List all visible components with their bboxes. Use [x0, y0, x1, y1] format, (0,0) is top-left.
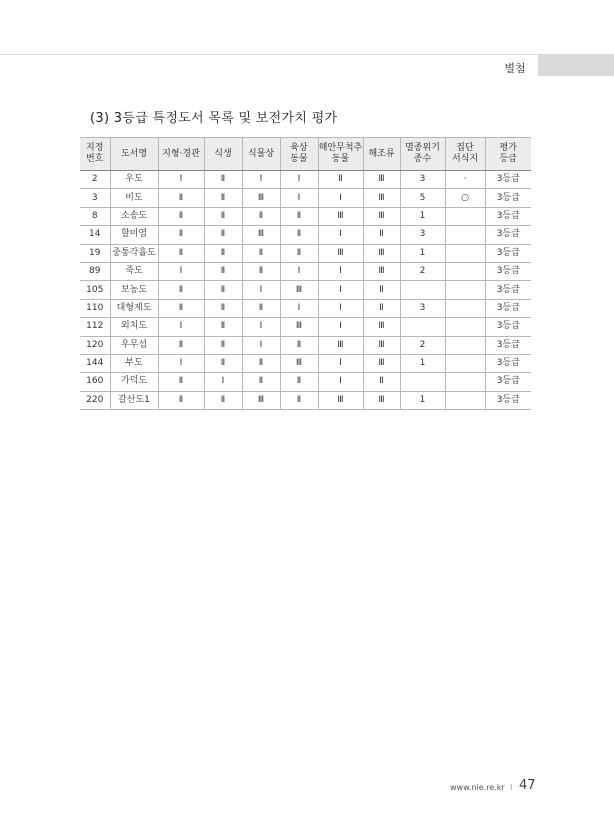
column-header	[445, 138, 485, 171]
table-cell: Ⅰ	[318, 262, 363, 280]
table-cell: 160	[80, 373, 110, 391]
table-cell: Ⅱ	[242, 354, 280, 372]
table-cell: Ⅲ	[318, 207, 363, 225]
column-header-line: 식생	[214, 148, 232, 159]
table-cell: 3등급	[485, 391, 531, 409]
table-cell: 3등급	[485, 171, 531, 189]
table-cell: Ⅲ	[280, 354, 318, 372]
table-cell: 죽도	[110, 262, 158, 280]
section-title: (3) 3등급 특정도서 목록 및 보전가치 평가	[90, 111, 338, 126]
table-cell: Ⅱ	[280, 226, 318, 244]
column-header	[363, 138, 400, 171]
table-cell: Ⅱ	[280, 244, 318, 262]
table-row	[80, 171, 531, 189]
appendix-label: 별첨	[504, 62, 526, 75]
footer-separator: I	[510, 783, 513, 792]
table-cell: Ⅱ	[204, 318, 242, 336]
table-cell: Ⅱ	[204, 391, 242, 409]
table-cell: 3등급	[485, 354, 531, 372]
table-cell: 할미염	[110, 226, 158, 244]
column-header-line: 번호	[86, 154, 104, 164]
table-cell: ○	[445, 189, 485, 207]
table-cell: 비도	[110, 189, 158, 207]
table-cell: Ⅱ	[242, 207, 280, 225]
table-cell: 우무섬	[110, 336, 158, 354]
table-cell: Ⅱ	[158, 391, 204, 409]
table-cell: Ⅰ	[242, 318, 280, 336]
table-cell: 부도	[110, 354, 158, 372]
table-cell: Ⅱ	[158, 299, 204, 317]
table-cell: Ⅰ	[318, 299, 363, 317]
table-cell: 144	[80, 354, 110, 372]
table-cell: Ⅲ	[318, 244, 363, 262]
table-row	[80, 207, 531, 225]
column-header	[110, 138, 158, 171]
table-row	[80, 299, 531, 317]
table-cell: 갈산도1	[110, 391, 158, 409]
table-cell	[445, 281, 485, 299]
appendix-tab-block	[538, 54, 614, 76]
table-cell: Ⅱ	[318, 171, 363, 189]
column-header-line: 해조류	[368, 148, 395, 159]
page-number: 47	[519, 778, 536, 793]
table-cell: Ⅲ	[280, 318, 318, 336]
table-cell: 19	[80, 244, 110, 262]
table-cell: 3등급	[485, 226, 531, 244]
table-cell	[445, 262, 485, 280]
column-header	[400, 138, 445, 171]
table-cell	[445, 391, 485, 409]
table-cell: Ⅱ	[242, 262, 280, 280]
table-cell: Ⅲ	[280, 281, 318, 299]
table-row	[80, 226, 531, 244]
table-cell: Ⅱ	[204, 336, 242, 354]
table-cell	[445, 207, 485, 225]
table-row	[80, 391, 531, 409]
column-header-line: 멸종위기	[405, 143, 440, 153]
column-header-line: 도서명	[120, 148, 148, 159]
table-cell: 3등급	[485, 244, 531, 262]
table-cell: Ⅱ	[204, 207, 242, 225]
header-rule	[0, 54, 614, 55]
table-cell: Ⅲ	[242, 226, 280, 244]
column-header-line: 동물	[290, 154, 308, 164]
table-cell: Ⅱ	[204, 262, 242, 280]
table-cell: 외치도	[110, 318, 158, 336]
table-cell: Ⅲ	[242, 189, 280, 207]
table-cell: Ⅰ	[280, 171, 318, 189]
table-cell: 3등급	[485, 318, 531, 336]
table-cell: Ⅱ	[204, 226, 242, 244]
table-cell: 14	[80, 226, 110, 244]
table-cell	[445, 299, 485, 317]
table-cell: 3등급	[485, 299, 531, 317]
table-row	[80, 281, 531, 299]
table-cell: Ⅱ	[204, 189, 242, 207]
table-cell	[445, 318, 485, 336]
table-cell: Ⅱ	[363, 281, 400, 299]
table-row	[80, 262, 531, 280]
table-cell: Ⅲ	[363, 336, 400, 354]
island-evaluation-table	[80, 137, 531, 410]
table-cell: 2	[80, 171, 110, 189]
table-cell: 3	[400, 299, 445, 317]
column-header	[318, 138, 363, 171]
table-cell: Ⅰ	[318, 189, 363, 207]
table-cell	[445, 244, 485, 262]
table-cell: Ⅰ	[242, 336, 280, 354]
table-cell: Ⅱ	[158, 281, 204, 299]
table-cell	[400, 281, 445, 299]
table-cell: 중통각흘도	[110, 244, 158, 262]
table-cell	[445, 226, 485, 244]
column-header-line: 육상	[290, 143, 308, 153]
table-cell: Ⅰ	[318, 373, 363, 391]
table-cell: 112	[80, 318, 110, 336]
table-cell: Ⅰ	[158, 354, 204, 372]
table-cell: Ⅱ	[363, 299, 400, 317]
table-cell: 1	[400, 207, 445, 225]
table-cell: Ⅲ	[363, 354, 400, 372]
table-cell: Ⅲ	[318, 336, 363, 354]
table-cell: 2	[400, 262, 445, 280]
table-cell: Ⅱ	[204, 354, 242, 372]
column-header	[242, 138, 280, 171]
column-header	[80, 138, 110, 171]
table-cell: 우도	[110, 171, 158, 189]
table-cell: Ⅰ	[242, 171, 280, 189]
table-cell: 3등급	[485, 373, 531, 391]
table-row	[80, 318, 531, 336]
table-cell: 3등급	[485, 281, 531, 299]
column-header-line: 서식지	[451, 154, 479, 164]
table-cell: Ⅲ	[363, 262, 400, 280]
table-cell: Ⅱ	[280, 373, 318, 391]
column-header	[485, 138, 531, 171]
table-cell: Ⅱ	[158, 207, 204, 225]
column-header-line: 식물상	[247, 148, 275, 159]
table-cell: Ⅱ	[280, 391, 318, 409]
column-header-line: 지형·경관	[162, 148, 200, 159]
table-cell: 3등급	[485, 262, 531, 280]
table-cell: 89	[80, 262, 110, 280]
table-cell: Ⅰ	[318, 318, 363, 336]
table-cell: 3등급	[485, 336, 531, 354]
table-cell: 가덕도	[110, 373, 158, 391]
table-cell: 105	[80, 281, 110, 299]
table-cell: Ⅱ	[204, 281, 242, 299]
table-cell: Ⅲ	[363, 207, 400, 225]
table-cell: ·	[445, 171, 485, 189]
table-cell: Ⅰ	[280, 299, 318, 317]
table-cell: 5	[400, 189, 445, 207]
table-cell: Ⅰ	[204, 373, 242, 391]
footer-url: www.nie.re.kr	[450, 783, 505, 792]
table-cell: 소송도	[110, 207, 158, 225]
table-cell: 3	[400, 171, 445, 189]
column-header	[158, 138, 204, 171]
table-cell	[445, 336, 485, 354]
column-header	[280, 138, 318, 171]
table-cell	[445, 373, 485, 391]
table-cell: Ⅲ	[363, 244, 400, 262]
table-cell: 3	[80, 189, 110, 207]
table-cell: Ⅱ	[280, 336, 318, 354]
table-cell: 1	[400, 354, 445, 372]
table-row	[80, 373, 531, 391]
table-cell: Ⅱ	[158, 244, 204, 262]
table-cell: 보농도	[110, 281, 158, 299]
column-header-line: 집단	[456, 143, 474, 153]
table-cell: Ⅱ	[242, 299, 280, 317]
table-cell: 3등급	[485, 189, 531, 207]
table-cell: Ⅲ	[318, 391, 363, 409]
table-cell: Ⅱ	[158, 226, 204, 244]
table-cell: Ⅰ	[318, 226, 363, 244]
table-cell: Ⅱ	[158, 189, 204, 207]
table-cell: Ⅲ	[363, 189, 400, 207]
table-cell: Ⅱ	[280, 207, 318, 225]
table-cell: 3등급	[485, 207, 531, 225]
table-cell: Ⅰ	[318, 281, 363, 299]
table-cell: Ⅱ	[204, 244, 242, 262]
table-cell: 110	[80, 299, 110, 317]
table-cell: Ⅰ	[158, 262, 204, 280]
table-cell: Ⅱ	[242, 244, 280, 262]
table-cell: Ⅱ	[363, 373, 400, 391]
column-header-line: 해안무척추	[318, 143, 363, 153]
table-cell: Ⅰ	[280, 189, 318, 207]
table-cell: 120	[80, 336, 110, 354]
table-cell: Ⅲ	[363, 318, 400, 336]
table-cell: Ⅱ	[158, 373, 204, 391]
table-cell: Ⅱ	[204, 171, 242, 189]
table-cell: 3	[400, 226, 445, 244]
table-cell	[445, 354, 485, 372]
table-cell: 8	[80, 207, 110, 225]
table-cell: Ⅲ	[363, 171, 400, 189]
column-header-line: 종수	[413, 154, 432, 164]
column-header-line: 동물	[331, 154, 350, 164]
table-cell	[400, 373, 445, 391]
table-header-row	[80, 138, 531, 171]
table-cell: Ⅱ	[204, 299, 242, 317]
table-cell: Ⅱ	[363, 226, 400, 244]
table-body	[80, 171, 531, 410]
table-cell: Ⅰ	[158, 171, 204, 189]
table-cell: Ⅱ	[242, 373, 280, 391]
table-cell: Ⅰ	[280, 262, 318, 280]
table-row	[80, 189, 531, 207]
table-row	[80, 244, 531, 262]
table-cell: 1	[400, 244, 445, 262]
column-header-line: 지정	[86, 143, 104, 153]
table-row	[80, 354, 531, 372]
column-header-line: 평가	[499, 143, 517, 153]
table-cell	[400, 318, 445, 336]
table-cell: Ⅲ	[242, 391, 280, 409]
table-cell: Ⅰ	[242, 281, 280, 299]
column-header-line: 등급	[499, 154, 517, 164]
table-cell: 2	[400, 336, 445, 354]
table-cell: Ⅲ	[363, 391, 400, 409]
table-cell: 대형제도	[110, 299, 158, 317]
table-cell: Ⅱ	[158, 336, 204, 354]
table-cell: Ⅰ	[158, 318, 204, 336]
table-cell: 220	[80, 391, 110, 409]
table-cell: Ⅰ	[318, 354, 363, 372]
table-row	[80, 336, 531, 354]
table-cell: 1	[400, 391, 445, 409]
column-header	[204, 138, 242, 171]
